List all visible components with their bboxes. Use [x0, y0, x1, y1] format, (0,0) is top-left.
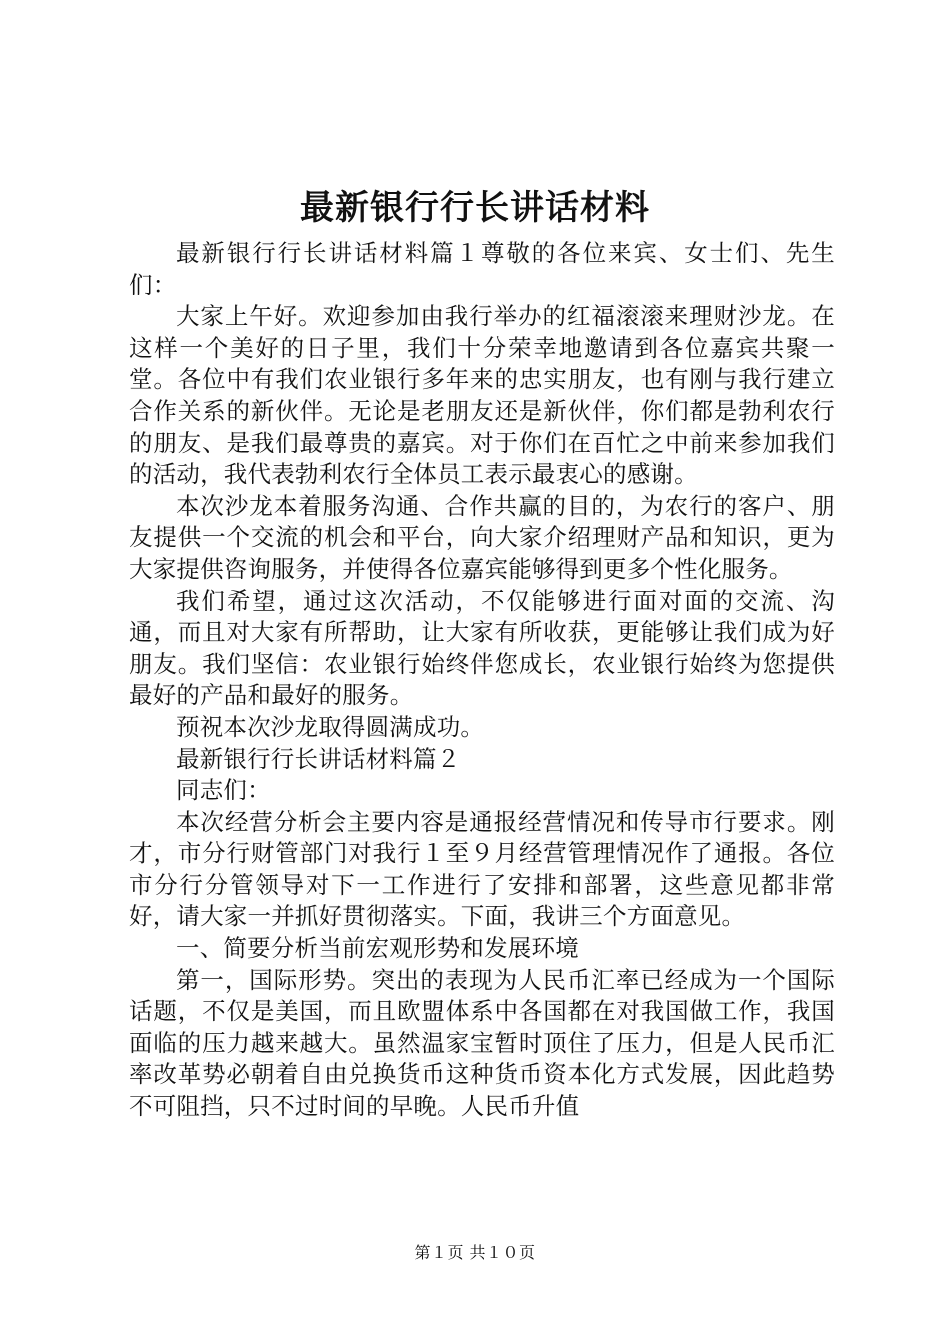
- document-body: [129, 238, 835, 1123]
- paragraph-10: 第一，国际形势。突出的表现为人民币汇率已经成为一个国际话题，不仅是美国，而且欧盟体系中各国都在对我国做工作，我国面临的压力越来越大。虽然温家宝暂时顶住了压力，但是人民币汇率改革势必朝着自由兑换货币这种货币资本化方式发展，因此趋势不可阻挡，只不过时间的早晚。人民币升值: [129, 965, 835, 1121]
- paragraph-8: 本次经营分析会主要内容是通报经营情况和传导市行要求。刚才，市分行财管部门对我行１至９月经营管理情况作了通报。各位市分行分管领导对下一工作进行了安排和部署，这些意见都非常好，请大家一并抓好贯彻落实。下面，我讲三个方面意见。: [129, 807, 835, 931]
- paragraph-4: 我们希望，通过这次活动，不仅能够进行面对面的交流、沟通，而且对大家有所帮助，让大家有所收获，更能够让我们成为好朋友。我们坚信：农业银行始终伴您成长，农业银行始终为您提供最好的产品和最好的服务。: [129, 586, 835, 710]
- paragraph-2: 大家上午好。欢迎参加由我行举办的红福滚滚来理财沙龙。在这样一个美好的日子里，我们十分荣幸地邀请到各位嘉宾共聚一堂。各位中有我们农业银行多年来的忠实朋友，也有刚与我行建立合作关系的新伙伴。无论是老朋友还是新伙伴，你们都是勃利农行的朋友、是我们最尊贵的嘉宾。对于你们在百忙之中前来参加我们的活动，我代表勃利农行全体员工表示最衷心的感谢。: [129, 302, 835, 489]
- paragraph-3: 本次沙龙本着服务沟通、合作共赢的目的，为农行的客户、朋友提供一个交流的机会和平台，向大家介绍理财产品和知识，更为大家提供咨询服务，并使得各位嘉宾能够得到更多个性化服务。: [129, 491, 835, 583]
- salutation: 同志们：: [176, 776, 271, 805]
- document-title: 最新银行行长讲话材料: [300, 188, 650, 228]
- paragraph-1: 最新银行行长讲话材料篇１尊敬的各位来宾、女士们、先生们：: [129, 239, 835, 299]
- page-number-footer: 第１页 共１０页: [414, 1243, 536, 1262]
- section-heading-2: 最新银行行长讲话材料篇２: [176, 744, 461, 773]
- paragraph-5: 预祝本次沙龙取得圆满成功。: [176, 712, 485, 741]
- subsection-heading-1: 一、简要分析当前宏观形势和发展环境: [176, 934, 579, 963]
